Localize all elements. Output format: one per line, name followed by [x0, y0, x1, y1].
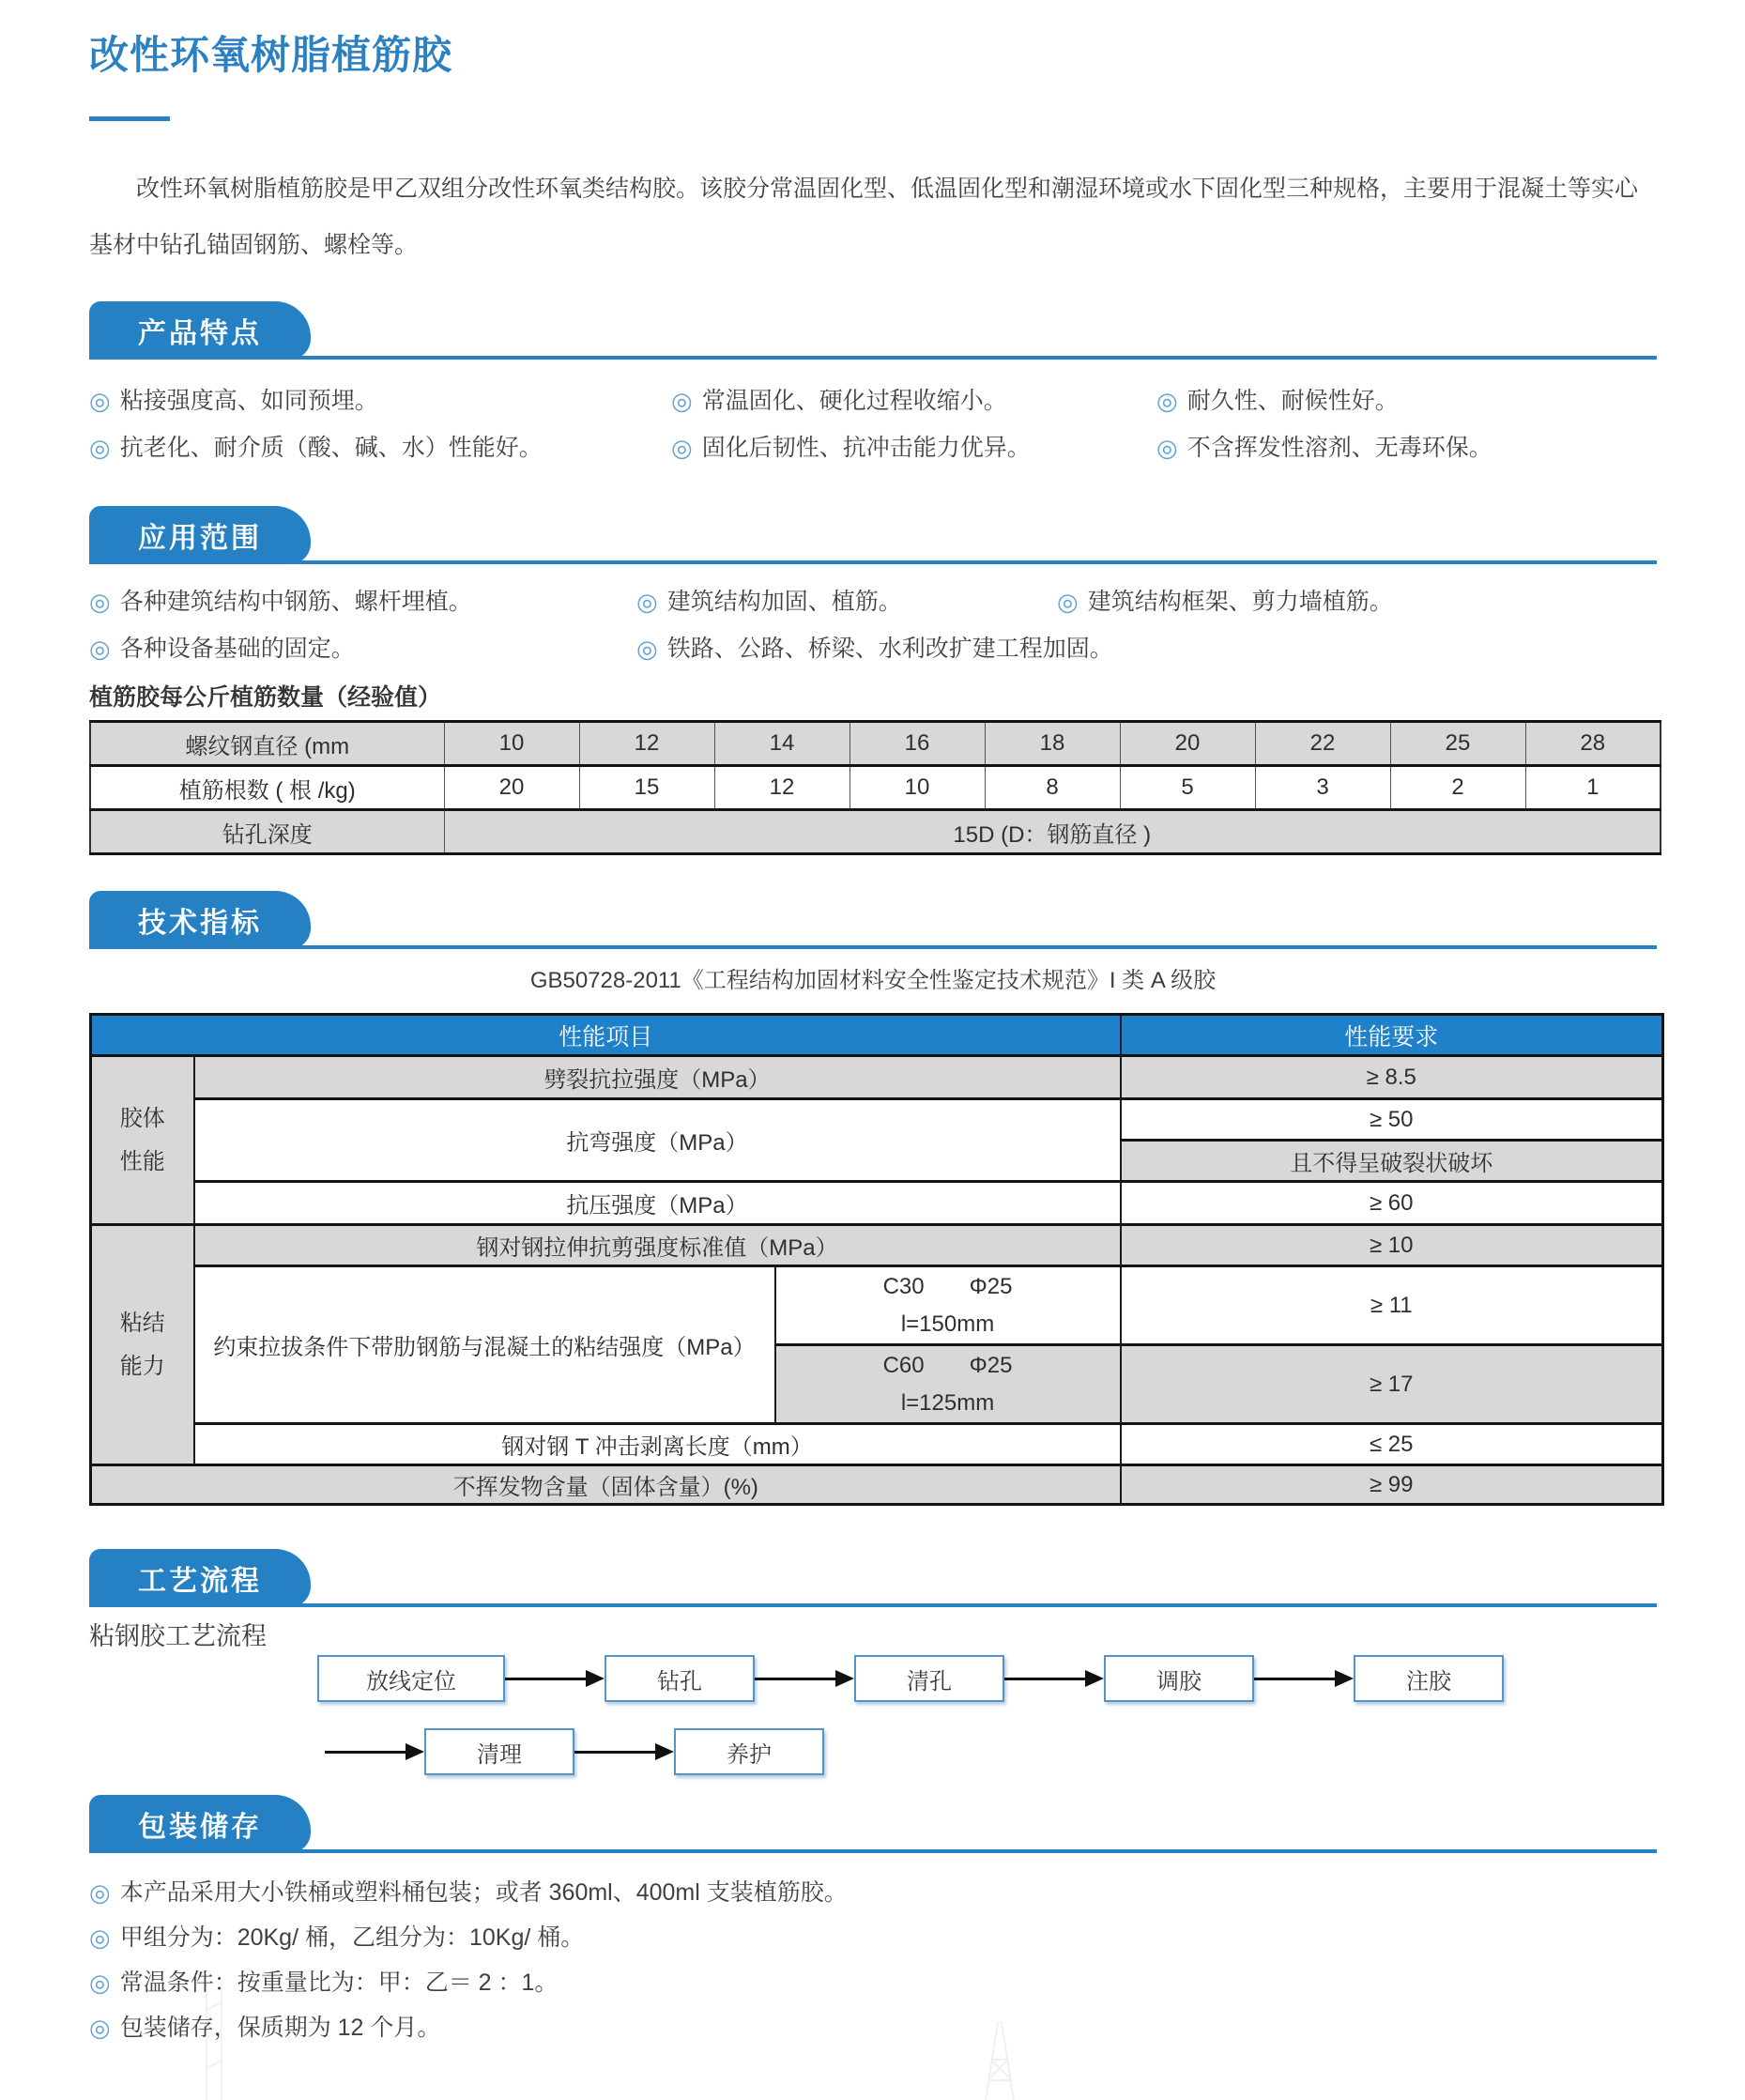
section-header-features: [89, 303, 1657, 360]
section-badge-features: 产品特点: [89, 301, 311, 360]
table-row: C60 Φ25 l=125mm ≥ 17: [91, 1345, 1663, 1424]
rebar-table: [89, 720, 1661, 855]
section-header-applications: [89, 508, 1657, 564]
packaging-item: ◎ 甲组分为：20Kg/ 桶，乙组分为：10Kg/ 桶。: [89, 1921, 1657, 1954]
flow-step-layout: 放线定位: [317, 1655, 505, 1702]
table-row: [90, 810, 1661, 854]
bullet-icon: ◎: [671, 434, 693, 462]
rebar-table-title: 植筋胶每公斤植筋数量（经验值）: [89, 684, 442, 711]
bullet-icon: ◎: [1057, 588, 1079, 616]
bullet-icon: ◎: [89, 1924, 111, 1952]
bullet-icon: ◎: [89, 635, 111, 663]
feature-item: ◎ 粘接强度高、如同预埋。: [89, 384, 671, 418]
standard-reference: GB50728-2011《工程结构加固材料安全性鉴定技术规范》I 类 A 级胶: [529, 968, 1217, 993]
table-row: 且不得呈破裂状破坏: [91, 1141, 1663, 1182]
feature-item: ◎ 耐久性、耐候性好。: [1156, 384, 1399, 418]
bullet-icon: ◎: [89, 1878, 111, 1907]
applications-list: [89, 585, 1657, 666]
specs-col-item: 性能项目: [91, 1015, 1121, 1056]
bullet-icon: ◎: [671, 387, 693, 415]
group-label-bonding: 粘结能力: [91, 1225, 194, 1465]
flow-arrow-icon: [505, 1670, 605, 1687]
section-badge-packaging: 包装储存: [89, 1795, 311, 1853]
features-list: [89, 384, 1657, 465]
flow-step-cleanup: 清理: [424, 1728, 574, 1775]
group-label-adhesive: 胶体性能: [91, 1056, 194, 1225]
flow-step-mix-glue: 调胶: [1104, 1655, 1254, 1702]
drill-depth-label: 钻孔深度: [90, 810, 444, 854]
feature-item: ◎ 常温固化、硬化过程收缩小。: [671, 384, 1156, 418]
flow-arrow-icon: [1004, 1670, 1104, 1687]
table-row: [91, 1015, 1663, 1056]
packaging-item: ◎ 包装储存，保质期为 12 个月。: [89, 2011, 1657, 2045]
bullet-icon: ◎: [89, 588, 111, 616]
bullet-icon: ◎: [1156, 387, 1178, 415]
bullet-icon: ◎: [89, 1969, 111, 1997]
table-row: 约束拉拔条件下带肋钢筋与混凝土的粘结强度（MPa） C30 Φ25 l=150mm ≥ 11: [91, 1266, 1663, 1345]
table-row: 植筋根数 ( 根 /kg) 20 15 12 10 8 5 3 2 1: [90, 766, 1661, 810]
table-row: 不挥发物含量（固体含量）(%) ≥ 99: [91, 1465, 1663, 1505]
section-badge-applications: 应用范围: [89, 506, 311, 564]
application-item: ◎ 各种设备基础的固定。: [89, 632, 636, 666]
specs-table: [89, 1013, 1664, 1506]
section-header-packaging: [89, 1797, 1657, 1853]
application-item: ◎ 铁路、公路、桥梁、水利改扩建工程加固。: [636, 632, 1113, 666]
title-underline: [89, 116, 170, 121]
bullet-icon: ◎: [89, 387, 111, 415]
application-item: ◎ 各种建筑结构中钢筋、螺杆埋植。: [89, 585, 636, 619]
process-flow-row-1: [317, 1654, 1657, 1703]
feature-item: ◎ 抗老化、耐介质（酸、碱、水）性能好。: [89, 431, 671, 465]
packaging-list: [89, 1876, 1657, 2045]
flow-step-inject-glue: 注胶: [1354, 1655, 1504, 1702]
section-header-process: [89, 1551, 1657, 1607]
process-subtitle: 粘钢胶工艺流程: [89, 1622, 267, 1650]
table-row: 粘结能力 钢对钢拉伸抗剪强度标准值（MPa） ≥ 10: [91, 1225, 1663, 1266]
section-badge-process: 工艺流程: [89, 1549, 311, 1607]
table-row: 螺纹钢直径 (mm 10 12 14 16 18 20 22 25 28: [90, 722, 1661, 766]
bullet-icon: ◎: [89, 434, 111, 462]
flow-step-drill: 钻孔: [605, 1655, 755, 1702]
flow-step-clean-hole: 清孔: [854, 1655, 1004, 1702]
intro-paragraph: 改性环氧树脂植筋胶是甲乙双组分改性环氧类结构胶。该胶分常温固化型、低温固化型和潮湿环境或水下固化型三种规格，主要用于混凝土等实心基材中钻孔锚固钢筋、螺栓等。: [89, 176, 1639, 258]
bullet-icon: ◎: [636, 588, 658, 616]
flow-arrow-icon: [1254, 1670, 1354, 1687]
flow-arrow-icon: [325, 1743, 424, 1760]
table-row: 抗弯强度（MPa） ≥ 50: [91, 1099, 1663, 1141]
application-item: ◎ 建筑结构加固、植筋。: [636, 585, 1057, 619]
rebar-count-label: 植筋根数 ( 根 /kg): [90, 766, 444, 810]
process-flow-row-2: [325, 1727, 1657, 1776]
flow-arrow-icon: [574, 1743, 674, 1760]
table-row: 抗压强度（MPa） ≥ 60: [91, 1182, 1663, 1225]
drill-depth-value: 15D (D：钢筋直径 ): [444, 810, 1661, 854]
rebar-diameter-label: 螺纹钢直径 (mm: [90, 722, 444, 766]
bullet-icon: ◎: [89, 2014, 111, 2042]
table-row: 钢对钢 T 冲击剥离长度（mm） ≤ 25: [91, 1424, 1663, 1465]
table-row: 胶体性能 劈裂抗拉强度（MPa） ≥ 8.5: [91, 1056, 1663, 1099]
section-badge-specs: 技术指标: [89, 891, 311, 949]
packaging-item: ◎ 常温条件：按重量比为：甲：乙＝ 2 ：1。: [89, 1966, 1657, 2000]
section-header-specs: [89, 893, 1657, 949]
bullet-icon: ◎: [636, 635, 658, 663]
feature-item: ◎ 固化后韧性、抗冲击能力优异。: [671, 431, 1156, 465]
packaging-item: ◎ 本产品采用大小铁桶或塑料桶包装；或者 360ml、400ml 支装植筋胶。: [89, 1876, 1657, 1909]
bullet-icon: ◎: [1156, 434, 1178, 462]
page-title: 改性环氧树脂植筋胶: [89, 33, 453, 77]
flow-step-cure: 养护: [674, 1728, 824, 1775]
specs-col-req: 性能要求: [1121, 1015, 1663, 1056]
feature-item: ◎ 不含挥发性溶剂、无毒环保。: [1156, 431, 1492, 465]
application-item: ◎ 建筑结构框架、剪力墙植筋。: [1057, 585, 1393, 619]
flow-arrow-icon: [755, 1670, 854, 1687]
